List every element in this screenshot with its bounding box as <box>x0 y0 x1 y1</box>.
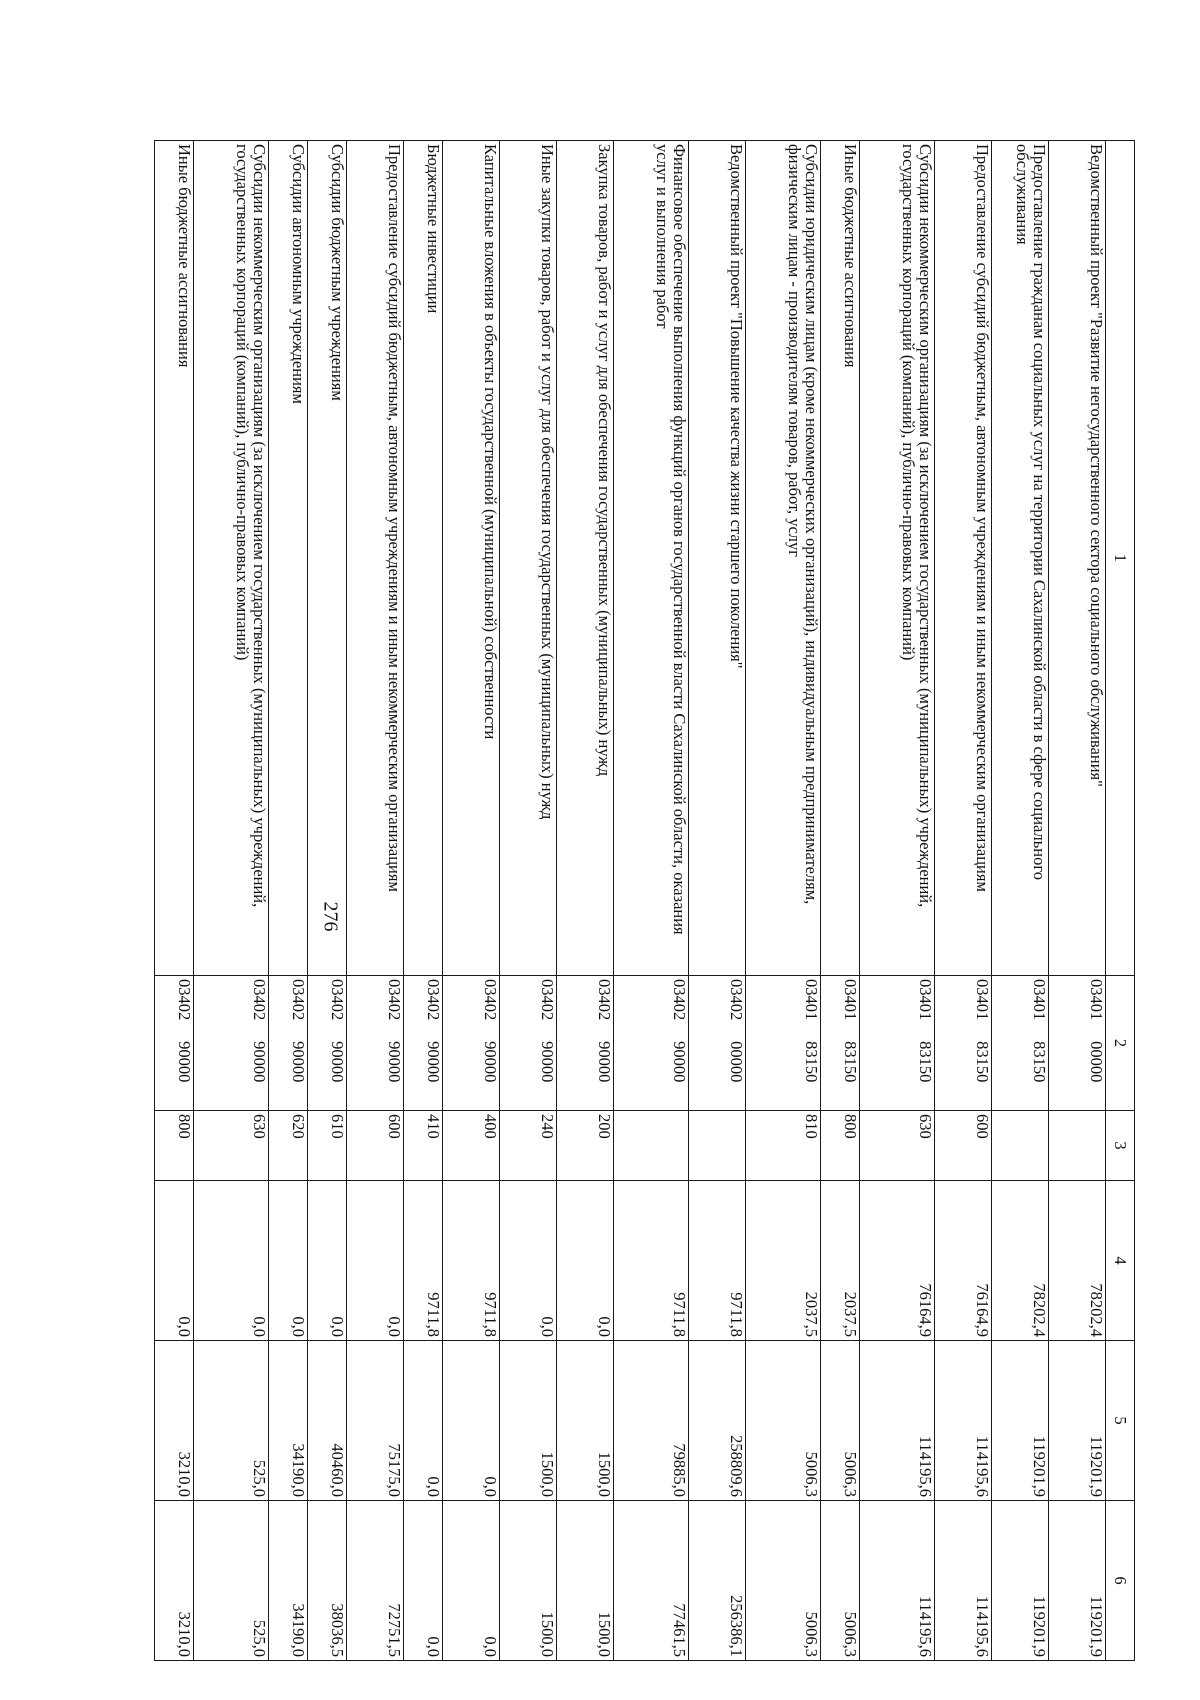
row-value-6: 525,0 <box>194 1501 269 1661</box>
code-direction: 90000 <box>670 1041 689 1083</box>
row-name: Иные закупки товаров, работ и услуг для обеспечения государственных (муниципальных) нужд <box>500 141 557 976</box>
row-code <box>614 976 689 1111</box>
row-value-5: 40460,0 <box>308 1341 347 1501</box>
row-value-5: 34190,0 <box>269 1341 308 1501</box>
code-direction: 83150 <box>1030 1041 1049 1083</box>
row-name: Бюджетные инвестиции <box>404 141 443 976</box>
page-number: 276 <box>319 901 342 932</box>
row-code <box>689 976 746 1111</box>
code-program: 03402 <box>481 979 500 1021</box>
row-value-4: 78202,4 <box>992 1181 1049 1341</box>
row-name: Предоставление гражданам социальных услуг на территории Сахалинской области в сфере социального обслуживания <box>992 141 1049 976</box>
table-row <box>194 141 269 1661</box>
row-code <box>308 976 347 1111</box>
table-row <box>557 141 614 1661</box>
row-value-6: 114195,6 <box>935 1501 992 1661</box>
row-value-4: 0,0 <box>557 1181 614 1341</box>
code-direction: 90000 <box>424 1041 443 1083</box>
table-row <box>155 141 194 1661</box>
row-expense-type: 240 <box>500 1111 557 1181</box>
table-row <box>821 141 860 1661</box>
table-row <box>689 141 746 1661</box>
code-direction: 90000 <box>595 1041 614 1083</box>
code-direction: 90000 <box>481 1041 500 1083</box>
code-program: 03401 <box>1087 979 1106 1021</box>
row-expense-type: 630 <box>194 1111 269 1181</box>
row-expense-type: 620 <box>269 1111 308 1181</box>
table-row <box>308 141 347 1661</box>
row-value-5: 0,0 <box>443 1341 500 1501</box>
row-value-4: 0,0 <box>155 1181 194 1341</box>
code-program: 03401 <box>1030 979 1049 1021</box>
header-cell-2: 2 <box>1106 976 1135 1111</box>
table-row <box>992 141 1049 1661</box>
code-program: 03402 <box>727 979 746 1021</box>
row-value-5: 1500,0 <box>500 1341 557 1501</box>
row-value-4: 76164,9 <box>935 1181 992 1341</box>
row-value-4: 9711,8 <box>614 1181 689 1341</box>
row-value-6: 34190,0 <box>269 1501 308 1661</box>
row-expense-type: 610 <box>308 1111 347 1181</box>
row-code <box>935 976 992 1111</box>
code-program: 03401 <box>973 979 992 1021</box>
row-value-6: 114195,6 <box>860 1501 935 1661</box>
row-expense-type: 600 <box>347 1111 404 1181</box>
row-value-4: 9711,8 <box>443 1181 500 1341</box>
row-name: Финансовое обеспечение выполнения функций органов государственной власти Сахалинской области, оказания услуг и выполнения работ <box>614 141 689 976</box>
header-row <box>1106 141 1135 1661</box>
row-value-5: 258809,6 <box>689 1341 746 1501</box>
row-value-4: 76164,9 <box>860 1181 935 1341</box>
row-value-5: 79885,0 <box>614 1341 689 1501</box>
table-row <box>500 141 557 1661</box>
code-direction: 90000 <box>175 1041 194 1083</box>
header-cell-1: 1 <box>1106 141 1135 976</box>
row-value-5: 525,0 <box>194 1341 269 1501</box>
code-program: 03402 <box>670 979 689 1021</box>
table-row <box>404 141 443 1661</box>
row-value-5: 114195,6 <box>860 1341 935 1501</box>
table-row <box>347 141 404 1661</box>
row-value-6: 72751,5 <box>347 1501 404 1661</box>
row-value-5: 5006,3 <box>746 1341 821 1501</box>
code-program: 03402 <box>538 979 557 1021</box>
row-value-4: 78202,4 <box>1049 1181 1106 1341</box>
code-direction: 83150 <box>802 1041 821 1083</box>
code-program: 03402 <box>250 979 269 1021</box>
row-name: Предоставление субсидий бюджетным, автономным учреждениям и иным некоммерческим организациям <box>935 141 992 976</box>
row-code <box>746 976 821 1111</box>
row-value-4: 2037,5 <box>821 1181 860 1341</box>
code-direction: 90000 <box>289 1041 308 1083</box>
row-expense-type <box>614 1111 689 1181</box>
row-name: Ведомственный проект "Развитие негосударственного сектора социального обслуживания" <box>1049 141 1106 976</box>
row-name: Субсидии бюджетным учреждениям <box>308 141 347 976</box>
row-code <box>500 976 557 1111</box>
row-value-5: 5006,3 <box>821 1341 860 1501</box>
row-value-5: 75175,0 <box>347 1341 404 1501</box>
row-code <box>860 976 935 1111</box>
header-cell-3: 3 <box>1106 1111 1135 1181</box>
row-name: Иные бюджетные ассигнования <box>821 141 860 976</box>
row-value-4: 0,0 <box>194 1181 269 1341</box>
code-program: 03401 <box>916 979 935 1021</box>
row-code <box>1049 976 1106 1111</box>
row-value-5: 114195,6 <box>935 1341 992 1501</box>
code-direction: 83150 <box>841 1041 860 1083</box>
row-code <box>557 976 614 1111</box>
row-value-4: 0,0 <box>269 1181 308 1341</box>
row-expense-type: 810 <box>746 1111 821 1181</box>
row-expense-type: 600 <box>935 1111 992 1181</box>
row-code <box>155 976 194 1111</box>
row-expense-type: 630 <box>860 1111 935 1181</box>
row-code <box>821 976 860 1111</box>
table-row <box>443 141 500 1661</box>
row-value-6: 119201,9 <box>1049 1501 1106 1661</box>
row-value-4: 2037,5 <box>746 1181 821 1341</box>
table-row <box>269 141 308 1661</box>
code-program: 03402 <box>289 979 308 1021</box>
row-value-6: 1500,0 <box>557 1501 614 1661</box>
row-name: Капитальные вложения в объекты государственной (муниципальной) собственности <box>443 141 500 976</box>
row-value-5: 1500,0 <box>557 1341 614 1501</box>
table-row <box>935 141 992 1661</box>
code-direction: 00000 <box>1087 1041 1106 1083</box>
code-program: 03402 <box>595 979 614 1021</box>
code-direction: 83150 <box>916 1041 935 1083</box>
row-value-6: 3210,0 <box>155 1501 194 1661</box>
row-name: Субсидии некоммерческим организациям (за исключением государственных (муниципальных) учреждений, государственных корпораций (компаний), публично-правовых компаний) <box>860 141 935 976</box>
row-code <box>404 976 443 1111</box>
row-value-6: 0,0 <box>404 1501 443 1661</box>
row-value-4: 9711,8 <box>689 1181 746 1341</box>
row-value-6: 119201,9 <box>992 1501 1049 1661</box>
row-expense-type <box>1049 1111 1106 1181</box>
row-name: Субсидии некоммерческим организациям (за исключением государственных (муниципальных) учреждений, государственных корпораций (компаний), публично-правовых компаний) <box>194 141 269 976</box>
row-value-5: 3210,0 <box>155 1341 194 1501</box>
row-expense-type: 800 <box>821 1111 860 1181</box>
row-expense-type: 800 <box>155 1111 194 1181</box>
row-code <box>443 976 500 1111</box>
row-name: Иные бюджетные ассигнования <box>155 141 194 976</box>
code-direction: 90000 <box>538 1041 557 1083</box>
row-name: Ведомственный проект "Повышение качества жизни старшего поколения" <box>689 141 746 976</box>
row-value-4: 0,0 <box>308 1181 347 1341</box>
row-value-6: 77461,5 <box>614 1501 689 1661</box>
row-name: Субсидии автономным учреждениям <box>269 141 308 976</box>
code-program: 03401 <box>841 979 860 1021</box>
row-expense-type <box>992 1111 1049 1181</box>
row-expense-type: 400 <box>443 1111 500 1181</box>
row-value-6: 1500,0 <box>500 1501 557 1661</box>
row-value-5: 119201,9 <box>992 1341 1049 1501</box>
row-code <box>347 976 404 1111</box>
row-value-6: 0,0 <box>443 1501 500 1661</box>
code-program: 03402 <box>385 979 404 1021</box>
row-code <box>992 976 1049 1111</box>
row-expense-type <box>689 1111 746 1181</box>
row-expense-type: 410 <box>404 1111 443 1181</box>
row-code <box>194 976 269 1111</box>
row-value-6: 5006,3 <box>821 1501 860 1661</box>
row-value-5: 0,0 <box>404 1341 443 1501</box>
budget-table <box>154 140 1135 1661</box>
row-code <box>269 976 308 1111</box>
code-direction: 90000 <box>250 1041 269 1083</box>
row-name: Субсидии юридическим лицам (кроме некоммерческих организаций), индивидуальным предпринимателям, физическим лицам - производителям товаров, работ, услуг <box>746 141 821 976</box>
table-row <box>746 141 821 1661</box>
row-name: Предоставление субсидий бюджетным, автономным учреждениям и иным некоммерческим организациям <box>347 141 404 976</box>
code-program: 03402 <box>175 979 194 1021</box>
code-direction: 90000 <box>385 1041 404 1083</box>
row-value-6: 5006,3 <box>746 1501 821 1661</box>
row-expense-type: 200 <box>557 1111 614 1181</box>
code-program: 03402 <box>328 979 347 1021</box>
row-value-4: 9711,8 <box>404 1181 443 1341</box>
code-direction: 00000 <box>727 1041 746 1083</box>
code-program: 03401 <box>802 979 821 1021</box>
row-value-6: 256386,1 <box>689 1501 746 1661</box>
header-cell-6: 6 <box>1106 1501 1135 1661</box>
budget-sheet <box>65 140 1135 1660</box>
table-row <box>860 141 935 1661</box>
header-cell-4: 4 <box>1106 1181 1135 1341</box>
row-value-5: 119201,9 <box>1049 1341 1106 1501</box>
row-value-6: 38036,5 <box>308 1501 347 1661</box>
header-cell-5: 5 <box>1106 1341 1135 1501</box>
row-value-4: 0,0 <box>347 1181 404 1341</box>
code-direction: 83150 <box>973 1041 992 1083</box>
table-row <box>1049 141 1106 1661</box>
table-row <box>614 141 689 1661</box>
code-direction: 90000 <box>328 1041 347 1083</box>
row-name: Закупка товаров, работ и услуг для обеспечения государственных (муниципальных) нужд <box>557 141 614 976</box>
code-program: 03402 <box>424 979 443 1021</box>
row-value-4: 0,0 <box>500 1181 557 1341</box>
